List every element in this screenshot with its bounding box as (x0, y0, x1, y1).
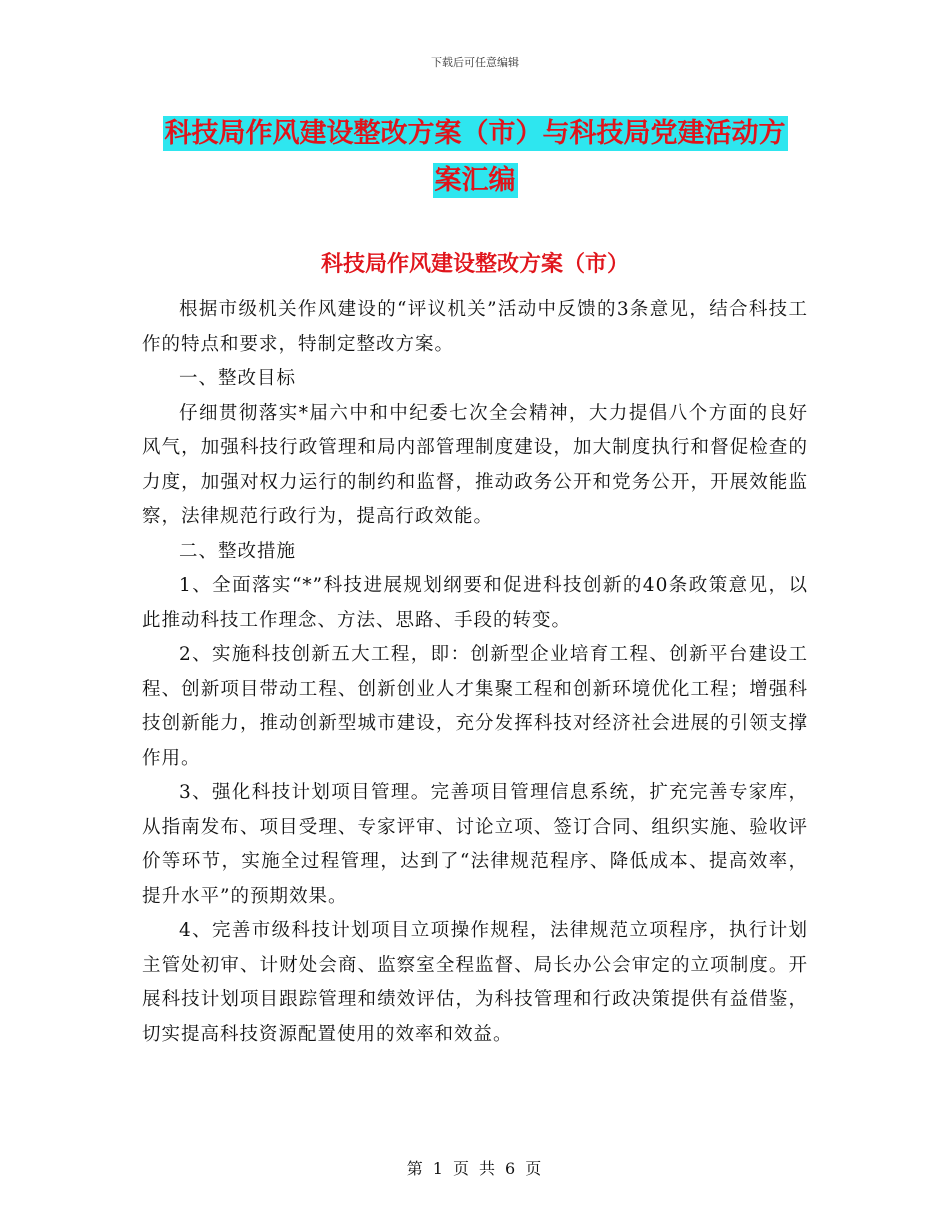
header-note: 下载后可任意编辑 (431, 56, 519, 69)
document-title-line-1: 科技局作风建设整改方案（市）与科技局党建活动方 (164, 118, 786, 149)
section-title: 科技局作风建设整改方案（市） (320, 252, 629, 277)
paragraph-measure-1: 1、全面落实“*”科技进展规划纲要和促进科技创新的40条政策意见，以此推动科技工作理念、方法、思路、手段的转变。 (142, 575, 808, 631)
document-title-line-2: 案汇编 (434, 165, 516, 196)
paragraph-measure-4: 4、完善市级科技计划项目立项操作规程，法律规范立项程序，执行计划主管处初审、计财处会商、监察室全程监督、局长办公会审定的立项制度。开展科技计划项目跟踪管理和绩效评估，为科技管理和行政决策提供有益借鉴，切实提高科技资源配置使用的效率和效益。 (142, 920, 808, 1045)
footer-current-page: 1 (432, 1159, 445, 1178)
paragraph-measure-3: 3、强化科技计划项目管理。完善项目管理信息系统，扩充完善专家库，从指南发布、项目受理、专家评审、讨论立项、签订合同、组织实施、验收评价等环节，实施全过程管理，达到了“法律规范程序、降低成本、提高效率，提升水平”的预期效果。 (142, 782, 808, 907)
footer-label-total: 共 (479, 1159, 498, 1178)
footer-total-pages: 6 (505, 1159, 518, 1178)
document-body (142, 293, 808, 1052)
footer-label-unit: 页 (452, 1159, 471, 1178)
heading-goals: 一、整改目标 (179, 368, 297, 389)
page-footer (0, 1156, 950, 1179)
heading-measures: 二、整改措施 (179, 540, 297, 562)
footer-label-page: 第 (406, 1159, 425, 1178)
paragraph-goals: 仔细贯彻落实*届六中和中纪委七次全会精神，大力提倡八个方面的良好风气，加强科技行政管理和局内部管理制度建设，加大制度执行和督促检查的力度，加强对权力运行的制约和监督，推动政务公开和党务公开，开展效能监察，法律规范行政行为，提高行政效能。 (142, 402, 808, 527)
document-title (0, 110, 950, 204)
paragraph-intro: 根据市级机关作风建设的“评议机关”活动中反馈的3条意见，结合科技工作的特点和要求，特制定整改方案。 (142, 299, 808, 355)
paragraph-measure-2: 2、实施科技创新五大工程，即：创新型企业培育工程、创新平台建设工程、创新项目带动工程、创新创业人才集聚工程和创新环境优化工程；增强科技创新能力，推动创新型城市建设，充分发挥科技对经济社会进展的引领支撑作用。 (142, 644, 808, 769)
footer-label-unit-2: 页 (525, 1159, 544, 1178)
